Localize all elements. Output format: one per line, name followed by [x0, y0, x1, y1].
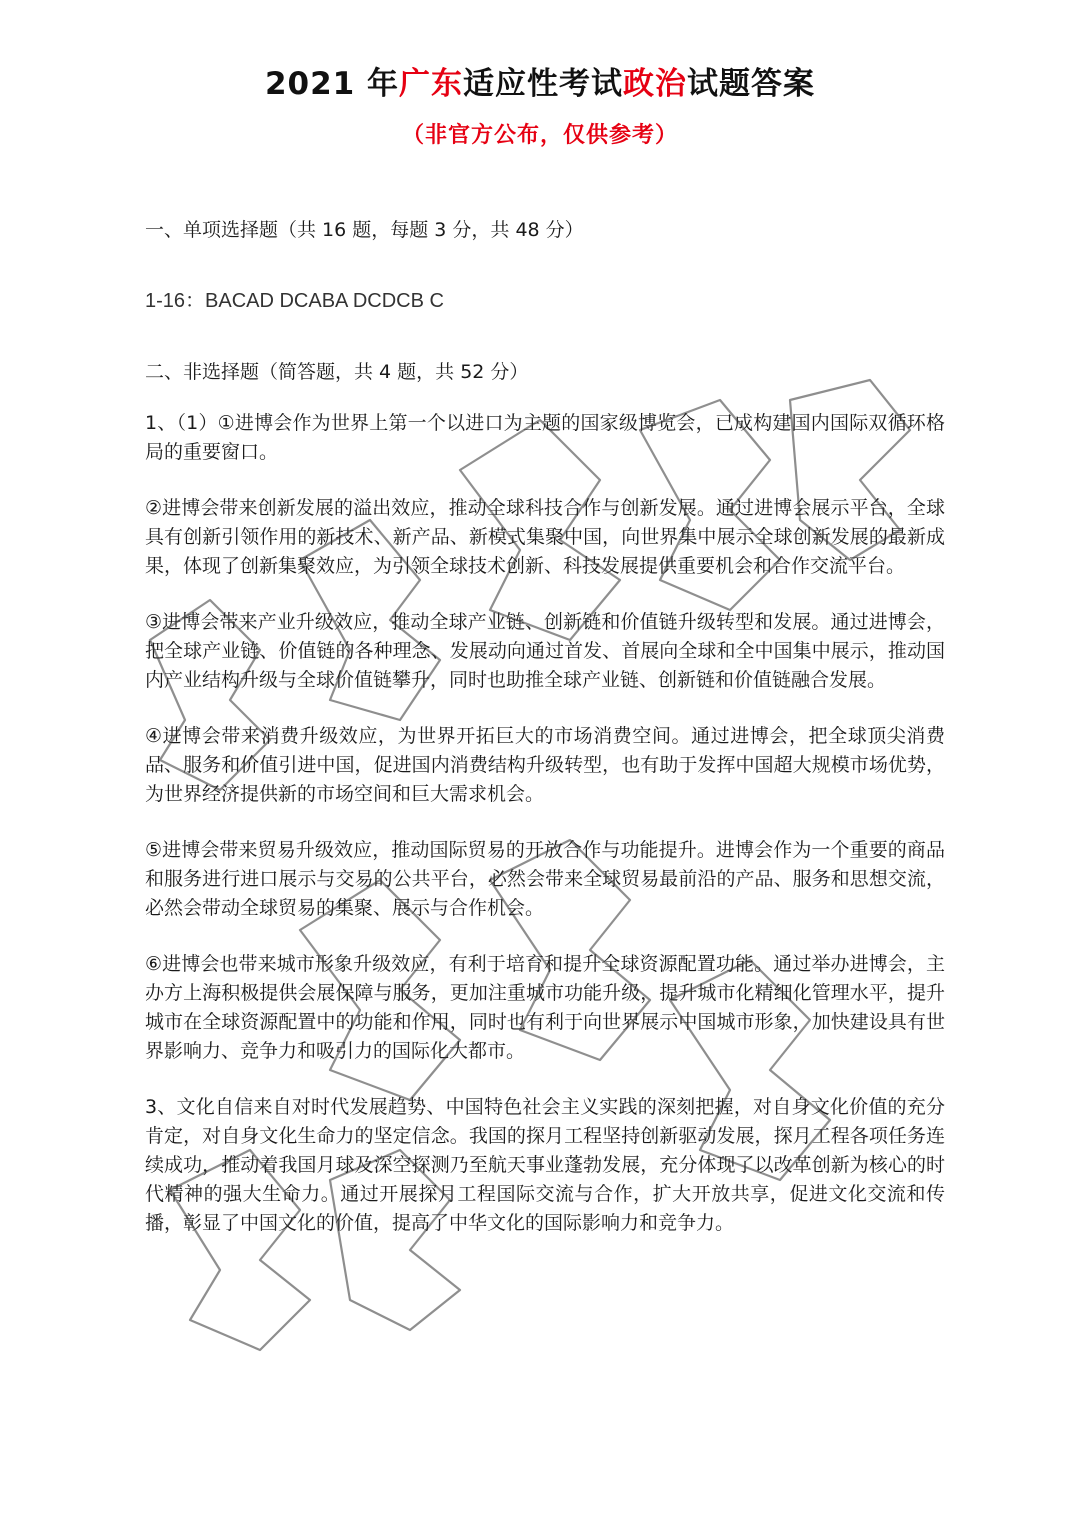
answer-paragraph-7: 3、文化自信来自对时代发展趋势、中国特色社会主义实践的深刻把握，对自身文化价值的充分肯定，对自身文化生命力的坚定信念。我国的探月工程坚持创新驱动发展，探月工程各项任务连续成功，推动着我国月球及深空探测乃至航天事业蓬勃发展，充分体现了以改革创新为核心的时代精神的强大生命力。通过开展探月工程国际交流与合作，扩大开放共享，促进文化交流和传播，彰显了中国文化的价值，提高了中华文化的国际影响力和竞争力。 — [145, 1096, 945, 1234]
title-part-exam: 适应性考试 — [463, 66, 624, 102]
page-title — [0, 58, 1080, 103]
answer-paragraph-2: ②进博会带来创新发展的溢出效应，推动全球科技合作与创新发展。通过进博会展示平台，全球具有创新引领作用的新技术、新产品、新模式集聚中国，向世界集中展示全球创新发展的最新成果，体现了创新集聚效应，为引领全球技术创新、科技发展提供重要机会和合作交流平台。 — [145, 497, 945, 577]
title-part-province: 广东 — [399, 66, 464, 102]
answer-paragraph-3: ③进博会带来产业升级效应，推动全球产业链、创新链和价值链升级转型和发展。通过进博会，把全球产业链、价值链的各种理念、发展动向通过首发、首展向全球和全中国集中展示，推动国内产业结构升级与全球价值链攀升，同时也助推全球产业链、创新链和价值链融合发展。 — [145, 611, 945, 691]
section-2-heading: 二、非选择题（简答题，共 4 题，共 52 分） — [145, 361, 529, 383]
section-1-heading: 一、单项选择题（共 16 题，每题 3 分，共 48 分） — [145, 219, 584, 241]
answer-paragraph-5: ⑤进博会带来贸易升级效应，推动国际贸易的开放合作与功能提升。进博会作为一个重要的商品和服务进行进口展示与交易的公共平台，必然会带来全球贸易最前沿的产品、服务和思想交流，必然会带动全球贸易的集聚、展示与合作机会。 — [145, 839, 945, 919]
multiple-choice-answers: 1-16：BACAD DCABA DCDCB C — [145, 290, 444, 312]
page-subtitle: （非官方公布，仅供参考） — [401, 123, 678, 148]
answer-paragraph-6: ⑥进博会也带来城市形象升级效应，有利于培育和提升全球资源配置功能。通过举办进博会，主办方上海积极提供会展保障与服务，更加注重城市功能升级，提升城市化精细化管理水平，提升城市在全球资源配置中的功能和作用，同时也有利于向世界展示中国城市形象，加快建设具有世界影响力、竞争力和吸引力的国际化大都市。 — [145, 953, 945, 1062]
answer-paragraph-1: 1、（1）①进博会作为世界上第一个以进口为主题的国家级博览会，已成构建国内国际双循环格局的重要窗口。 — [145, 412, 945, 463]
title-part-answers: 试题答案 — [687, 66, 816, 102]
document-body — [145, 216, 945, 1265]
answer-paragraph-4: ④进博会带来消费升级效应，为世界开拓巨大的市场消费空间。通过进博会，把全球顶尖消费品、服务和价值引进中国，促进国内消费结构升级转型，也有助于发挥中国超大规模市场优势，为世界经济提供新的市场空间和巨大需求机会。 — [145, 725, 945, 805]
title-part-subject: 政治 — [623, 66, 688, 102]
title-part-year: 2021 年 — [264, 66, 400, 102]
